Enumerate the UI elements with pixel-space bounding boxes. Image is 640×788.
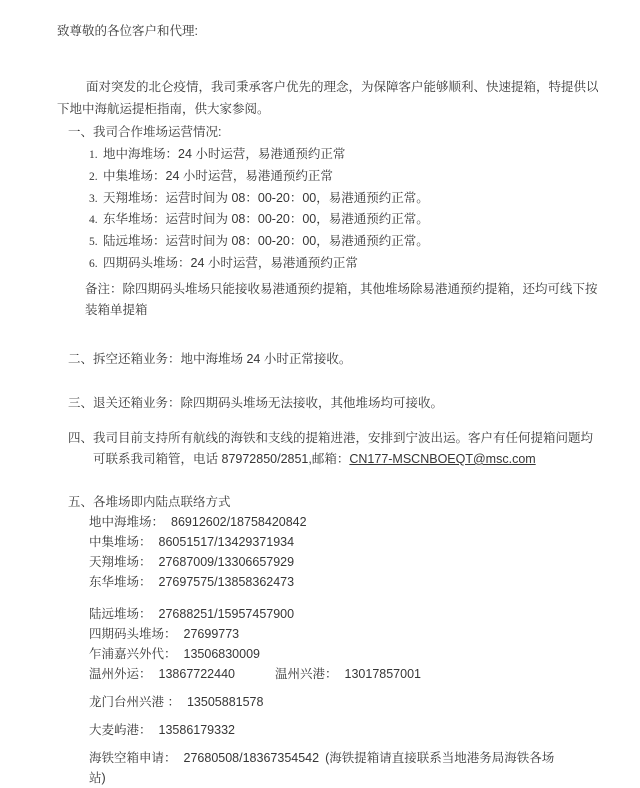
yard-status-text: 天翔堆场：运营时间为 08：00-20：00，易港通预约正常。 [103, 190, 429, 205]
intro-paragraph: 面对突发的北仑疫情，我司秉承客户优先的理念，为保障客户能够顺利、快速提箱，特提供以下地中海航运提柜指南，供大家参阅。 [57, 80, 599, 116]
contact-row-haitie [89, 748, 557, 788]
yard-status-text: 地中海堆场：24 小时运营，易港通预约正常 [103, 147, 346, 161]
contact-value: 27688251/15957457900 [158, 606, 295, 621]
contact-row-siqi [89, 624, 604, 644]
section2-line: 二、拆空还箱业务：地中海堆场 24 小时正常接收。 [68, 351, 352, 366]
section4-body-text: 我司目前支持所有航线的海铁和支线的提箱进港，安排到宁波出运。客户有任何提箱问题均可联系我司箱管，电话 87972850/2851,邮箱： [93, 430, 594, 466]
contact-row-damaiyu [89, 720, 604, 740]
yard-status-item [89, 166, 604, 188]
contact-label: 东华堆场： [89, 574, 152, 589]
contact-row-longmen [89, 692, 604, 712]
section4-text [93, 428, 604, 470]
contact-value: 86051517/13429371934 [158, 534, 295, 549]
contact-value: 13017857001 [344, 666, 421, 681]
contact-label: 地中海堆场： [89, 514, 165, 529]
contact-value: 13586179332 [158, 722, 235, 737]
note-paragraph: 备注：除四期码头堆场只能接收易港通预约提箱，其他堆场除易港通预约提箱，还均可线下按装箱单提箱 [85, 281, 598, 317]
list-number: 4. [89, 214, 98, 227]
contact-value: 27680508/18367354542 [183, 750, 320, 765]
contact-row-dizhonghai [89, 512, 604, 532]
contact-value: 13867722440 [158, 666, 235, 681]
yard-status-list [89, 144, 604, 275]
contact-label: 温州兴港： [275, 666, 338, 681]
yard-status-text: 四期码头堆场：24 小时运营，易港通预约正常 [103, 255, 358, 270]
list-number: 3. [89, 192, 98, 205]
contact-label: 大麦屿港： [89, 722, 152, 737]
section1-heading: 一、我司合作堆场运营情况: [68, 125, 222, 139]
list-number: 1. [89, 149, 98, 161]
contact-label: 温州外运： [89, 666, 152, 681]
list-number: 2. [89, 170, 98, 183]
list-number: 6. [89, 257, 98, 270]
section3-line: 三、退关还箱业务：除四期码头堆场无法接收，其他堆场均可接收。 [68, 395, 444, 410]
contact-list [89, 512, 604, 788]
yard-status-text: 陆远堆场：运营时间为 08：00-20：00，易港通预约正常。 [103, 234, 429, 249]
section4-paragraph [68, 428, 604, 470]
contact-row-wenzhou [89, 664, 604, 684]
contact-label: 海铁空箱申请： [89, 750, 177, 765]
contact-row-donghua [89, 572, 604, 592]
contact-value: 13506830009 [183, 646, 260, 661]
yard-status-item [89, 188, 604, 210]
contact-value: 13505881578 [186, 694, 264, 709]
contact-row-luyuan [89, 604, 604, 624]
contact-value: 27687009/13306657929 [158, 554, 295, 569]
yard-status-item [89, 144, 604, 166]
contact-row-tianxiang [89, 552, 604, 572]
list-number: 5. [89, 236, 98, 249]
yard-status-item [89, 231, 604, 253]
contact-row-zhapu [89, 644, 604, 664]
contact-value: 27697575/13858362473 [158, 574, 295, 589]
contact-label: 四期码头堆场： [89, 626, 177, 641]
contact-label: 陆远堆场： [89, 606, 152, 621]
yard-status-text: 中集堆场：24 小时运营，易港通预约正常 [103, 168, 333, 183]
contact-note: (海铁提箱请直接联系当地港务局海铁各场站) [89, 750, 555, 785]
contact-label: 天翔堆场： [89, 554, 152, 569]
section5-heading: 五、各堆场即内陆点联络方式 [68, 494, 231, 509]
contact-value: 86912602/18758420842 [171, 514, 307, 529]
contact-value: 27699773 [183, 626, 240, 641]
email-link[interactable]: CN177-MSCNBOEQT@msc.com [349, 451, 536, 466]
contact-label: 乍浦嘉兴外代： [89, 646, 177, 661]
section4-marker: 四、 [68, 430, 94, 445]
contact-label: 中集堆场： [89, 534, 152, 549]
contact-row-zhongji [89, 532, 604, 552]
salutation: 致尊敬的各位客户和代理: [57, 24, 198, 38]
yard-status-item [89, 253, 604, 275]
contact-label: 龙门台州兴港 ： [89, 694, 180, 709]
yard-status-text: 东华堆场：运营时间为 08：00-20：00，易港通预约正常。 [103, 212, 429, 227]
yard-status-item [89, 209, 604, 231]
